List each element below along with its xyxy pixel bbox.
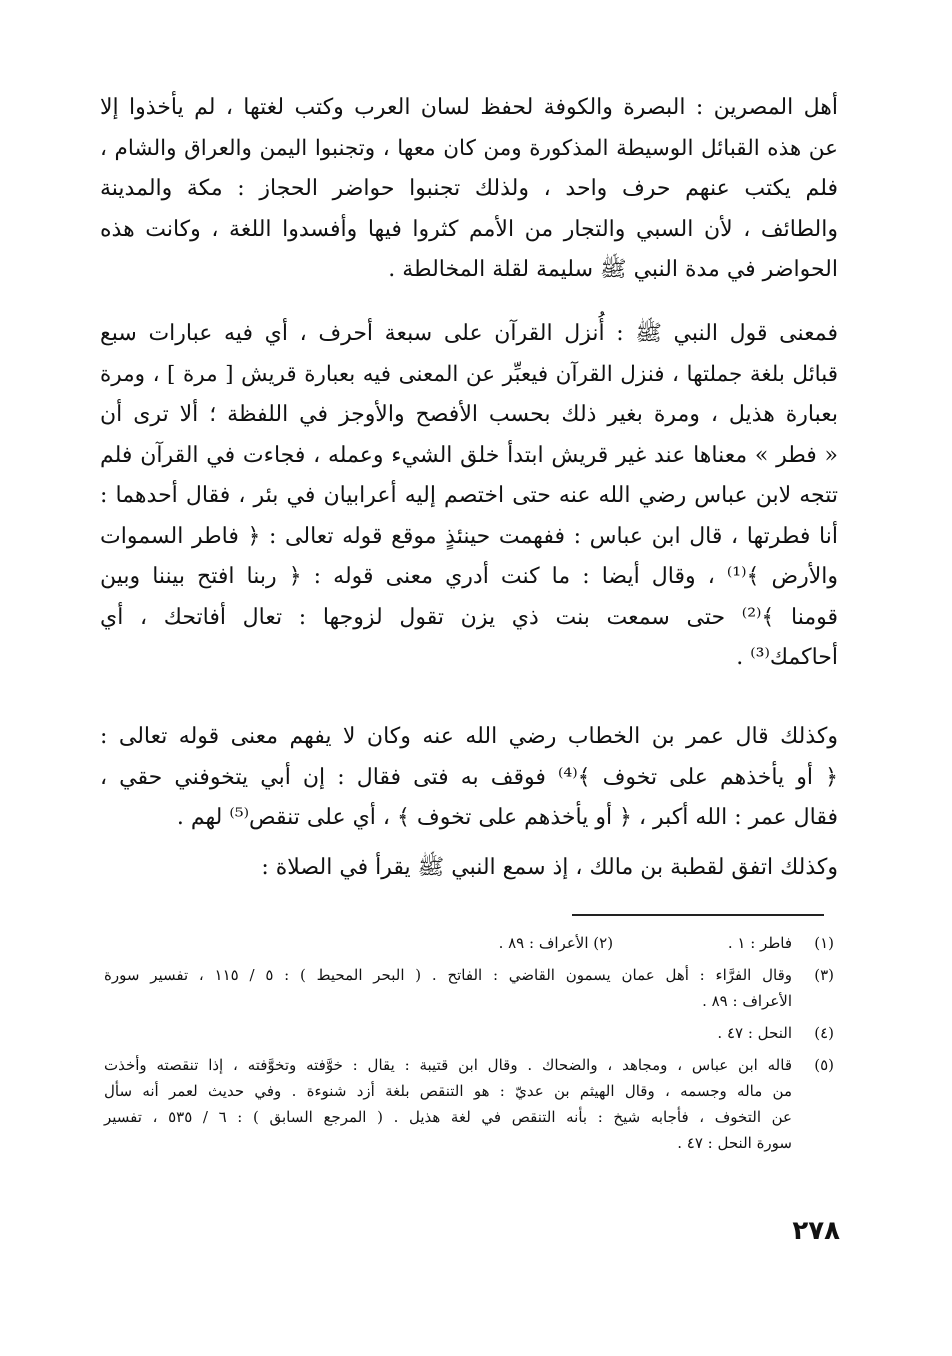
text-line: ﴿ أو يأخذهم على تخوف ﴾⁽⁴⁾ فوقف به فتى فقال : إن أبي يتخوفني حقي ، [100, 764, 838, 790]
text-line: والطائف ، لأن السبي والتجار من الأمم كثروا فيها وأفسدوا اللغة ، وكانت هذه [100, 216, 838, 242]
footnote-number: (١) [814, 934, 834, 952]
footnote-line: النحل : ٤٧ . [717, 1024, 792, 1042]
paragraph-3 [100, 717, 838, 839]
footnote-5 [104, 1052, 834, 1156]
text-line: تتجه لابن عباس رضي الله عنه حتى اختصم إليه أعرابيان في بئر ، فقال أحدهما : [100, 483, 838, 508]
text-line: قومنا ﴾⁽²⁾ حتى سمعت بنت ذي يزن تقول لزوجها : تعال أفاتحك ، أي [100, 604, 839, 630]
footnote-4 [104, 1020, 834, 1046]
footnote-text: فاطر : ١ . [727, 934, 792, 952]
page-number: ٢٧٨ [792, 1216, 840, 1246]
text-line: أهل المصرين : البصرة والكوفة لحفظ لسان العرب وكتب لغتها ، لم يأخذوا إلا [100, 95, 838, 120]
footnote-number: (٤) [814, 1024, 834, 1042]
text-line: « فطر » معناها عند غير قريش ابتدأ خلق الشيء وعمله ، فجاءت في القرآن فلم [100, 442, 838, 468]
text-line: بعبارة هذيل ، ومرة بغير ذلك بحسب الأفصح والأوجز في اللفظة ؛ ألا ترى أن [100, 402, 838, 427]
footnotes [104, 930, 834, 1162]
footnote-separator [572, 914, 824, 916]
footnote-line: قاله ابن عباس ، ومجاهد ، والضحاك . وقال ابن قتيبة : يقال : خوَّفته وتخوَّفته ، إذا تنقصته وأخذت [104, 1056, 792, 1074]
text-line: وكذلك قال عمر بن الخطاب رضي الله عنه وكان لا يفهم معنى قوله تعالى : [100, 724, 838, 749]
text-line: عن هذه القبائل الوسيطة المذكورة ومن كان معها ، وتجنبوا اليمن والعراق والشام ، [100, 135, 838, 161]
footnote-number: (٣) [814, 966, 834, 984]
text-line: أنا فطرتها ، قال ابن عباس : ففهمت حينئذٍ موقع قوله تعالى : ﴿ فاطر السموات [100, 523, 839, 549]
paragraph-4 [100, 848, 838, 889]
text-line: فقال عمر : الله أكبر ، ﴿ أو يأخذهم على تخوف ﴾ ، أي على تنقص⁽⁵⁾ لهم . [176, 805, 838, 830]
footnote-3 [104, 962, 834, 1014]
text-line: وكذلك اتفق لقطبة بن مالك ، إذ سمع النبي ﷺ يقرأ في الصلاة : [261, 855, 838, 880]
footnote-number: (٥) [814, 1056, 834, 1074]
footnote-number: (٢) [593, 934, 614, 952]
text-line: الحواضر في مدة النبي ﷺ سليمة لقلة المخالطة . [388, 257, 838, 282]
footnote-line: وقال الفرَّاء : أهل عمان يسمون القاضي : الفاتح . ( البحر المحيط ) : ٥ / ١١٥ ، تفسير سورة [104, 966, 792, 984]
text-line: أحاكمك⁽³⁾ . [736, 645, 838, 670]
footnote-1 [104, 930, 834, 956]
footnote-line: الأعراف : ٨٩ . [702, 992, 792, 1010]
text-line: قبائل بلغة جملتها ، فنزل القرآن فيعبِّر عن المعنى فيه بعبارة قريش [ مرة ] ، ومرة [100, 361, 838, 387]
footnote-line: عن التخوف ، فأجابه شيخ : بأنه التنقص في لغة هذيل . ( المرجع السابق ) : ٦ / ٥٣٥ ، تفسير [104, 1108, 793, 1126]
paragraph-1 [100, 88, 838, 291]
text-line: والأرض ﴾⁽¹⁾ ، وقال أيضا : ما كنت أدري معنى قوله : ﴿ ربنا افتح بيننا وبين [100, 564, 838, 589]
paragraph-2 [100, 314, 838, 679]
text-line: فمعنى قول النبي ﷺ : أُنزل القرآن على سبعة أحرف ، أي فيه عبارات سبع [100, 321, 838, 346]
footnote-line: من ماله وجسمه ، وقال الهيثم بن عديّ : هو التنقص بلغة أزد شنوءة . وفي حديث لعمر أنه سأل [104, 1082, 792, 1100]
text-line: فلم يكتب عنهم حرف واحد ، ولذلك تجنبوا حواضر الحجاز : مكة والمدينة [100, 176, 838, 201]
footnote-text: الأعراف : ٨٩ . [498, 934, 589, 952]
footnote-line: سورة النحل : ٤٧ . [677, 1134, 792, 1152]
